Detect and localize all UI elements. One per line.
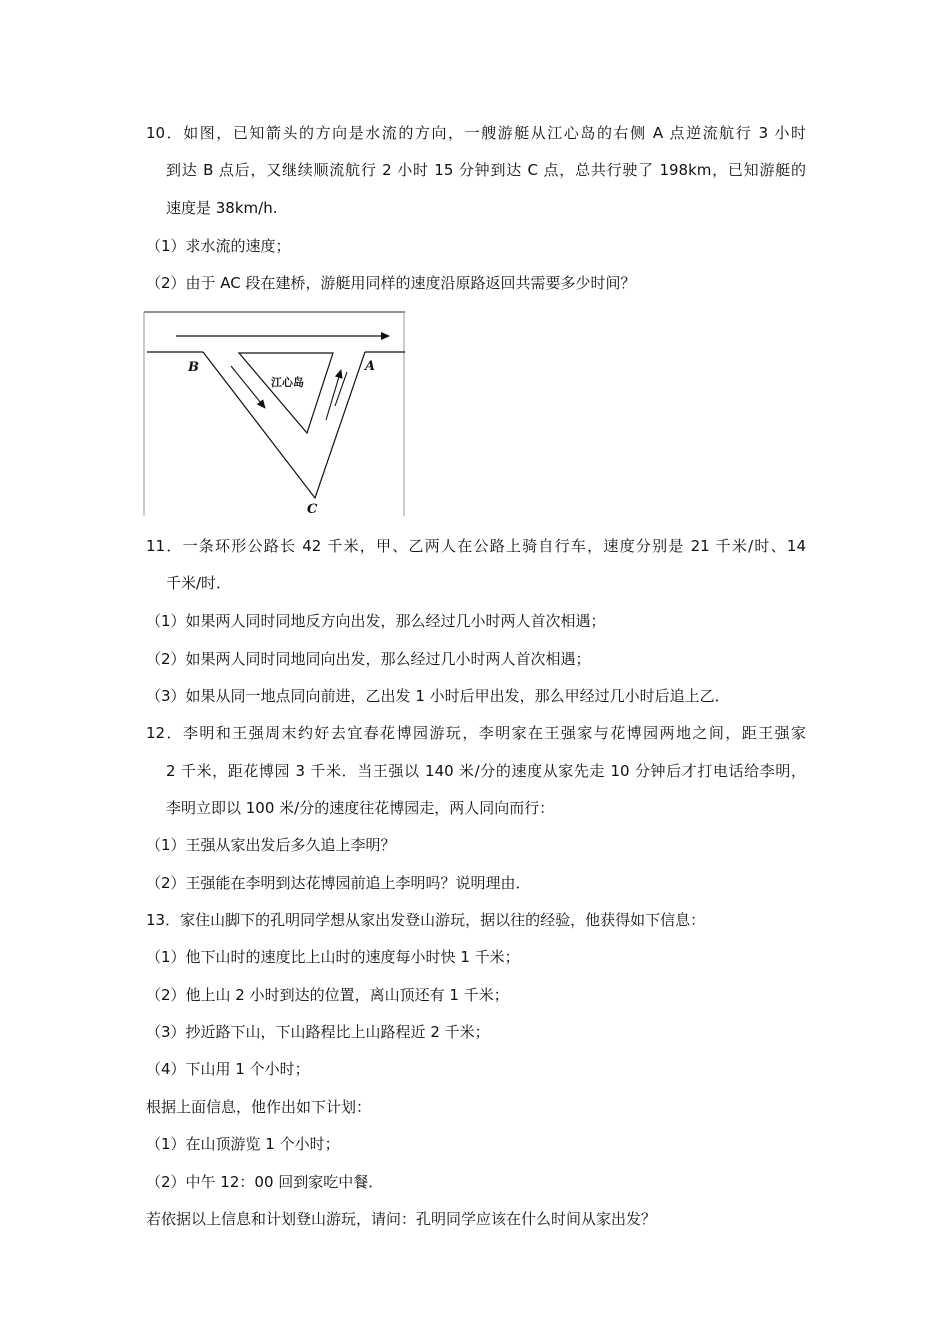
q12-line-3: 李明立即以 100 米/分的速度往花博园走，两人同向而行： <box>166 799 555 817</box>
q13-question: 若依据以上信息和计划登山游玩，请问：孔明同学应该在什么时间从家出发？ <box>146 1210 657 1228</box>
q13-plan-2: （2）中午 12：00 回到家吃中餐． <box>146 1173 384 1191</box>
q11-line-2: 千米/时． <box>166 574 232 592</box>
point-b-label: B <box>188 360 199 375</box>
q13-plan-1: （1）在山顶游览 1 个小时； <box>146 1135 340 1153</box>
q11-line-1: 11．一条环形公路长 42 千米，甲、乙两人在公路上骑自行车，速度分别是 21 千米/时、14 <box>146 537 806 555</box>
q11-sub-1: （1）如果两人同时同地反方向出发，那么经过几小时两人首次相遇； <box>146 612 606 630</box>
q12-line-2: 2 千米，距花博园 3 千米．当王强以 140 米/分的速度从家先走 10 分钟后才打电话给李明， <box>166 762 806 780</box>
point-a-label: A <box>365 359 376 374</box>
q10-sub-1: （1）求水流的速度； <box>146 237 291 255</box>
point-c-label: C <box>307 502 318 516</box>
q10-line-3: 速度是 38km/h. <box>166 199 278 217</box>
q12-sub-1: （1）王强从家出发后多久追上李明？ <box>146 836 396 854</box>
q13-line-1: 13．家住山脚下的孔明同学想从家出发登山游玩，据以往的经验，他获得如下信息： <box>146 911 706 929</box>
q10-line-2: 到达 B 点后，又继续顺流航行 2 小时 15 分钟到达 C 点，总共行驶了 198km，已知游艇的 <box>166 161 806 179</box>
q11-sub-2: （2）如果两人同时同地同向出发，那么经过几小时两人首次相遇； <box>146 650 591 668</box>
q11-sub-3: （3）如果从同一地点同向前进，乙出发 1 小时后甲出发，那么甲经过几小时后追上乙． <box>146 687 730 705</box>
island-label: 江心岛 <box>271 376 304 389</box>
river-island-figure <box>143 310 405 516</box>
q13-info-2: （2）他上山 2 小时到达的位置，离山顶还有 1 千米； <box>146 986 509 1004</box>
q12-sub-2: （2）王强能在李明到达花博园前追上李明吗？说明理由． <box>146 874 531 892</box>
q10-line-1: 10．如图，已知箭头的方向是水流的方向，一艘游艇从江心岛的右侧 A 点逆流航行 3 小时 <box>146 124 806 142</box>
q10-sub-2: （2）由于 AC 段在建桥，游艇用同样的速度沿原路返回共需要多少时间？ <box>146 274 636 292</box>
q13-info-4: （4）下山用 1 个小时； <box>146 1060 310 1078</box>
q12-line-1: 12．李明和王强周末约好去宜春花博园游玩，李明家在王强家与花博园两地之间，距王强家 <box>146 724 806 742</box>
upstream-arrow-trail <box>335 372 347 406</box>
q13-info-1: （1）他下山时的速度比上山时的速度每小时快 1 千米； <box>146 948 520 966</box>
q13-info-3: （3）抄近路下山，下山路程比上山路程近 2 千米； <box>146 1023 490 1041</box>
q13-plan-intro: 根据上面信息，他作出如下计划： <box>146 1098 372 1116</box>
